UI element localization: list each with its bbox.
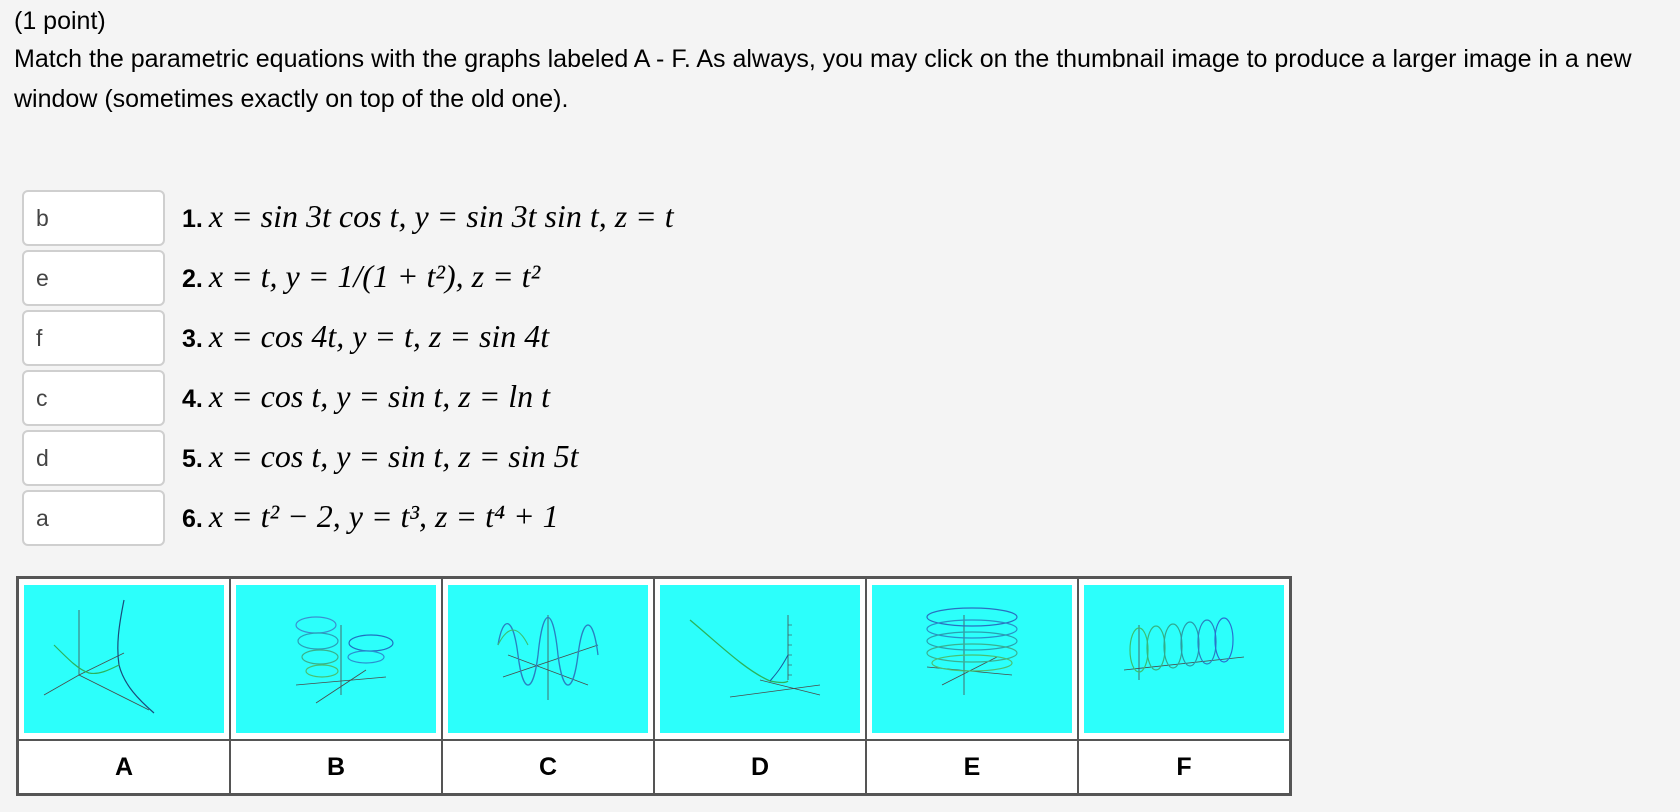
answer-input-1[interactable] [22,190,165,246]
graph-thumbnail-b[interactable] [236,585,436,733]
thumbnail-cell-c [442,578,654,741]
answer-input-3[interactable] [22,310,165,366]
thumbnail-row [18,578,1291,741]
equation-3 [182,316,549,359]
equation-2 [182,256,540,299]
graph-label-b: B [230,740,442,795]
equation-5 [182,436,579,479]
equation-4 [182,376,550,419]
graph-thumbnail-a[interactable] [24,585,224,733]
label-row [18,740,1291,795]
graph-label-d: D [654,740,866,795]
equation-6 [182,496,559,539]
graph-label-a: A [18,740,231,795]
equation-text: x = t, y = 1/(1 + t²), z = t² [208,258,541,294]
graph-label-e: E [866,740,1078,795]
equation-number: 6. [182,505,203,533]
thumbnail-cell-e [866,578,1078,741]
equation-text: x = cos 4t, y = t, z = sin 4t [208,318,550,354]
graph-table [16,576,1292,796]
equation-number: 2. [182,265,203,293]
thumbnail-cell-d [654,578,866,741]
equation-number: 3. [182,325,203,353]
points-label: (1 point) [14,7,106,35]
graph-label-f: F [1078,740,1291,795]
equation-text: x = cos t, y = sin t, z = ln t [208,378,551,414]
instructions-text: Match the parametric equations with the graphs labeled A - F. As always, you may click on the thumbnail image to produce a larger image in a new window (sometimes exactly on top of the old one). [14,45,1632,113]
thumbnail-cell-b [230,578,442,741]
equation-text: x = sin 3t cos t, y = sin 3t sin t, z = t [208,198,674,234]
graph-thumbnail-f[interactable] [1084,585,1284,733]
equation-1 [182,196,674,239]
graph-thumbnail-c[interactable] [448,585,648,733]
problem-header [14,6,1664,119]
answer-input-2[interactable] [22,250,165,306]
graph-label-c: C [442,740,654,795]
graph-thumbnail-e[interactable] [872,585,1072,733]
answer-input-4[interactable] [22,370,165,426]
equation-text: x = cos t, y = sin t, z = sin 5t [208,438,579,474]
thumbnail-cell-f [1078,578,1291,741]
graph-thumbnail-d[interactable] [660,585,860,733]
answer-input-6[interactable] [22,490,165,546]
answer-input-5[interactable] [22,430,165,486]
equation-text: x = t² − 2, y = t³, z = t⁴ + 1 [208,498,559,534]
equation-number: 1. [182,205,203,233]
thumbnail-cell-a [18,578,231,741]
equation-number: 4. [182,385,203,413]
equation-number: 5. [182,445,203,473]
